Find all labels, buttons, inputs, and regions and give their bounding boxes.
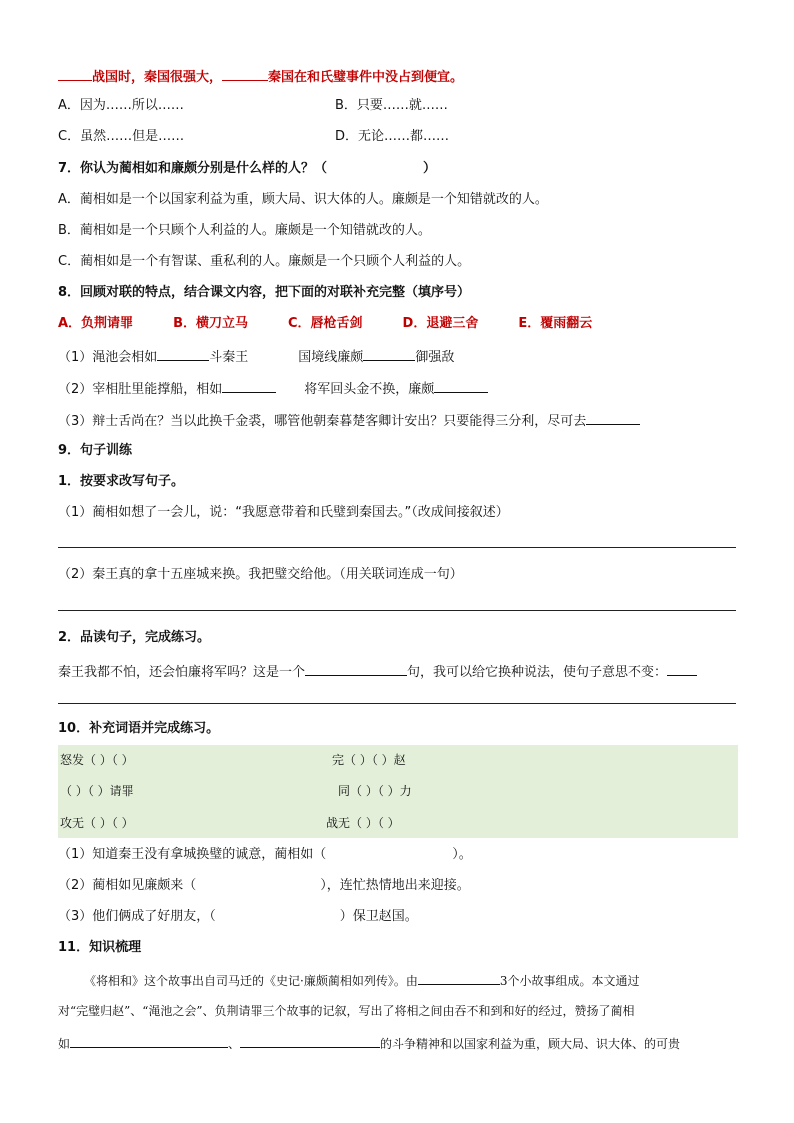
q8-item-3: （3）辩士舌尚在？当以此换千金裘，哪管他朝秦暮楚客卿计安出？只要能得三分利，尽可去 [58, 410, 640, 431]
q9-sentence-3: 秦王我都不怕，还会怕廉将军吗？这是一个 句，我可以给它换种说法，使句子意思不变： [58, 661, 697, 682]
q10-word-4[interactable]: 同（ ）（ ）力 [338, 784, 412, 798]
q9-sub1: 1．按要求改写句子。 [58, 474, 185, 489]
q9-answer-line-1[interactable] [58, 547, 736, 548]
q10-fill-3: （3）他们俩成了好朋友，（ ）保卫赵国。 [58, 909, 418, 924]
q6-option-b[interactable]: B．只要……就…… [335, 98, 448, 113]
q11-blank-3[interactable] [240, 1033, 380, 1048]
q8-stem: 8．回顾对联的特点，结合课文内容，把下面的对联补充完整（填序号） [58, 285, 471, 300]
q10-fill-1: （1）知道秦王没有拿城换璧的诚意，蔺相如（ ）。 [58, 847, 472, 862]
q10-word-6[interactable]: 战无（ ）（ ） [326, 816, 400, 830]
q8-blank-2[interactable] [363, 346, 415, 361]
q8-choice-c: C．唇枪舌剑 [287, 316, 363, 331]
q8-item-1: （1）渑池会相如 斗秦王 国境线廉颇 御强敌 [58, 346, 454, 367]
q6-blank-2[interactable] [222, 66, 268, 81]
q8-choice-b: B．横刀立马 [173, 316, 248, 331]
q9-answer-line-3[interactable] [58, 703, 736, 704]
q7-option-a[interactable]: A．蔺相如是一个以国家利益为重，顾大局、识大体的人。廉颇是一个知错就改的人。 [58, 192, 548, 207]
q11-para-line-3: 如 、 的斗争精神和以国家利益为重，顾大局、识大体、的可贵 [58, 1033, 738, 1053]
q9-sub2: 2．品读句子，完成练习。 [58, 630, 211, 645]
q8-choice-d: D．退避三舍 [402, 316, 479, 331]
q6-option-d[interactable]: D．无论……都…… [335, 129, 450, 144]
q10-word-grid [58, 745, 738, 838]
q7-stem: 7．你认为蔺相如和廉颇分别是什么样的人？（ ） [58, 161, 437, 176]
q9-blank-sentence-type[interactable] [305, 661, 407, 676]
q9-answer-line-2[interactable] [58, 610, 736, 611]
q7-option-b[interactable]: B．蔺相如是一个只顾个人利益的人。廉颇是一个知错就改的人。 [58, 223, 431, 238]
q10-word-3[interactable]: （ ）（ ）请罪 [60, 784, 134, 798]
q10-fill-2: （2）蔺相如见廉颇来（ ），连忙热情地出来迎接。 [58, 878, 470, 893]
q11-blank-1[interactable] [418, 970, 500, 985]
q9-title: 9．句子训练 [58, 443, 133, 458]
q9-blank-rewrite[interactable] [667, 661, 697, 676]
q10-word-5[interactable]: 攻无（ ）（ ） [60, 816, 134, 830]
q8-blank-4[interactable] [434, 378, 488, 393]
q8-blank-1[interactable] [157, 346, 209, 361]
q8-blank-5[interactable] [586, 410, 640, 425]
q9-sentence-2: （2）秦王真的拿十五座城来换。我把璧交给他。（用关联词连成一句） [58, 567, 463, 582]
q11-blank-2[interactable] [70, 1033, 228, 1048]
q10-word-1[interactable]: 怒发（ ）（ ） [60, 753, 134, 767]
q6-stem: 战国时，秦国很强大， 秦国在和氏璧事件中没占到便宜。 [58, 66, 463, 87]
q11-para-line-2: 对“完璧归赵”、“渑池之会”、负荆请罪三个故事的记叙，写出了将相之间由吞不和到和好的经过，赞扬了蔺相 [58, 1004, 635, 1018]
q10-word-2[interactable]: 完（ ）（ ）赵 [332, 753, 406, 767]
q8-blank-3[interactable] [222, 378, 276, 393]
q11-title: 11．知识梳理 [58, 940, 142, 955]
q6-option-a[interactable]: A．因为……所以…… [58, 98, 184, 113]
q8-item-2: （2）宰相肚里能撑船，相如 将军回头金不换，廉颇 [58, 378, 488, 399]
q6-option-c[interactable]: C．虽然……但是…… [58, 129, 185, 144]
q8-choices [58, 315, 632, 333]
q7-option-c[interactable]: C．蔺相如是一个有智谋、重私利的人。廉颇是一个只顾个人利益的人。 [58, 254, 471, 269]
q11-para-line-1: 《将相和》这个故事出自司马迁的《史记·廉颇蔺相如列传》。由 3个小故事组成。本文通过 [58, 970, 764, 990]
q8-choice-e: E．覆雨翻云 [518, 316, 593, 331]
q6-blank-1[interactable] [58, 66, 92, 81]
q9-sentence-1: （1）蔺相如想了一会儿，说：“我愿意带着和氏璧到秦国去。”（改成间接叙述） [58, 505, 509, 520]
q8-choice-a: A．负荆请罪 [58, 316, 134, 331]
q10-title: 10．补充词语并完成练习。 [58, 721, 220, 736]
